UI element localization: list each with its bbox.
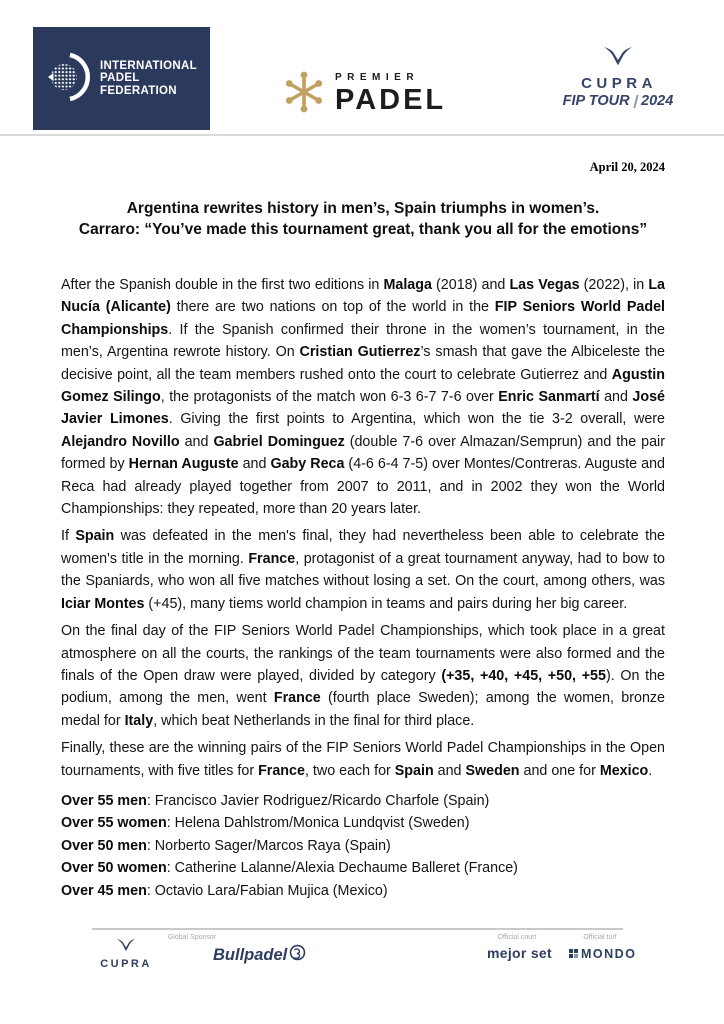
cupra-bull-icon	[603, 46, 633, 72]
ipf-line-3: FEDERATION	[100, 84, 177, 97]
winner-line-over-55-women: Over 55 women: Helena Dahlstrom/Monica Lundqvist (Sweden)	[61, 815, 470, 832]
winner-line-over-50-men: Over 50 men: Norberto Sager/Marcos Raya (Spain)	[61, 837, 391, 854]
ipf-line-2: PADEL	[100, 72, 140, 85]
official-turf-label: Official turf	[583, 934, 617, 941]
cupra-brand-label: CUPRA	[581, 75, 657, 92]
ipf-ball-icon	[47, 49, 91, 108]
mondo-label: MONDO	[581, 947, 637, 961]
bullpadel-ball-icon	[289, 944, 306, 966]
mejor-set-logo: mejor set	[487, 945, 552, 961]
title-line-1: Argentina rewrites history in men’s, Spain triumphs in women’s.	[126, 200, 600, 217]
winner-line-over-45-men: Over 45 men: Octavio Lara/Fabian Mujica (Mexico)	[61, 882, 388, 899]
ipf-wordmark	[100, 60, 197, 98]
mondo-logo	[569, 947, 636, 961]
winners-list	[61, 790, 665, 902]
paragraph-4: Finally, these are the winning pairs of the FIP Seniors World Padel Championships in the Open tournaments, with five titles for France, two each for Spain and Sweden and one for Mexico.	[61, 740, 665, 779]
fip-tour-text: FIP TOUR	[562, 93, 630, 109]
padel-label: PADEL	[335, 84, 447, 116]
article-body	[61, 274, 665, 902]
premier-padel-logo	[281, 62, 446, 125]
premier-wordmark	[335, 72, 446, 115]
global-sponsor-label: Global Sponsor	[167, 934, 217, 941]
bullpadel-label: Bullpadel	[213, 945, 288, 964]
footer-divider	[92, 928, 623, 930]
winner-line-over-55-men: Over 55 men: Francisco Javier Rodriguez/Ricardo Charfole (Spain)	[61, 792, 490, 809]
paragraph-3: On the final day of the FIP Seniors World Padel Championships, which took place in a great atmosphere on all the courts, the rankings of the team tournaments were also formed and the finals of the Open draw were played, divided by category (+35, +40, +45, +50, +55). On the podium, among the men, went France (fourth place Sweden); among the women, bronze medal for Italy, which beat Netherlands in the final for third place.	[61, 623, 665, 729]
ipf-line-1: INTERNATIONAL	[100, 59, 197, 72]
fip-tour-label	[563, 93, 674, 109]
cupra-bull-small-icon	[116, 939, 136, 956]
official-court-label: Official court	[497, 934, 537, 941]
title-line-2: Carraro: “You’ve made this tournament great, thank you all for the emotions”	[78, 220, 648, 238]
date: April 20, 2024	[589, 160, 665, 174]
mondo-grid-icon	[569, 947, 578, 961]
cupra-footer-logo	[95, 938, 157, 970]
paragraph-1: After the Spanish double in the first two editions in Malaga (2018) and Las Vegas (2022), in La Nucía (Alicante) there are two nations on top of the world in the FIP Seniors World Padel Championships. If the Spanish confirmed their throne in the women’s tournament, in the men’s, Argentina rewrote history. On Cristian Gutierrez’s smash that gave the Albiceleste the decisive point, all the team members rushed onto the court to celebrate Gutierrez and Agustin Gomez Silingo, the protagonists of the match won 6-3 6-7 7-6 over Enric Sanmartí and José Javier Limones. Giving the first points to Argentina, which won the tie 3-2 overall, were Alejandro Novillo and Gabriel Dominguez (double 7-6 over Almazan/Semprun) and the pair formed by Hernan Auguste and Gaby Reca (4-6 6-4 7-5) over Montes/Contreras. Auguste and Reca had already played together from 2007 to 2011, and in 2002 they won the World Championships: they repeated, more than 20 years later.	[61, 277, 665, 518]
article-title	[61, 199, 665, 240]
bullpadel-logo	[213, 944, 306, 966]
premier-label: PREMIER	[335, 72, 420, 83]
header-divider	[0, 134, 724, 136]
cupra-fip-tour-logo	[562, 46, 674, 109]
cupra-footer-label: CUPRA	[100, 958, 152, 970]
fip-tour-year: 2024	[641, 93, 674, 109]
paragraph-2: If Spain was defeated in the men's final, they had nevertheless been able to celebrate the women's title in the morning. France, protagonist of a great tournament anyway, had to bow to the Spaniards, who won all five matches without losing a set. On the court, among others, was Iciar Montes (+45), many tiems world champion in teams and pairs during her big career.	[61, 528, 665, 612]
ipf-logo	[33, 27, 210, 130]
premier-flower-icon	[281, 62, 327, 125]
divider-bar	[633, 95, 638, 108]
winner-line-over-50-women: Over 50 women: Catherine Lalanne/Alexia Dechaume Balleret (France)	[61, 860, 518, 877]
